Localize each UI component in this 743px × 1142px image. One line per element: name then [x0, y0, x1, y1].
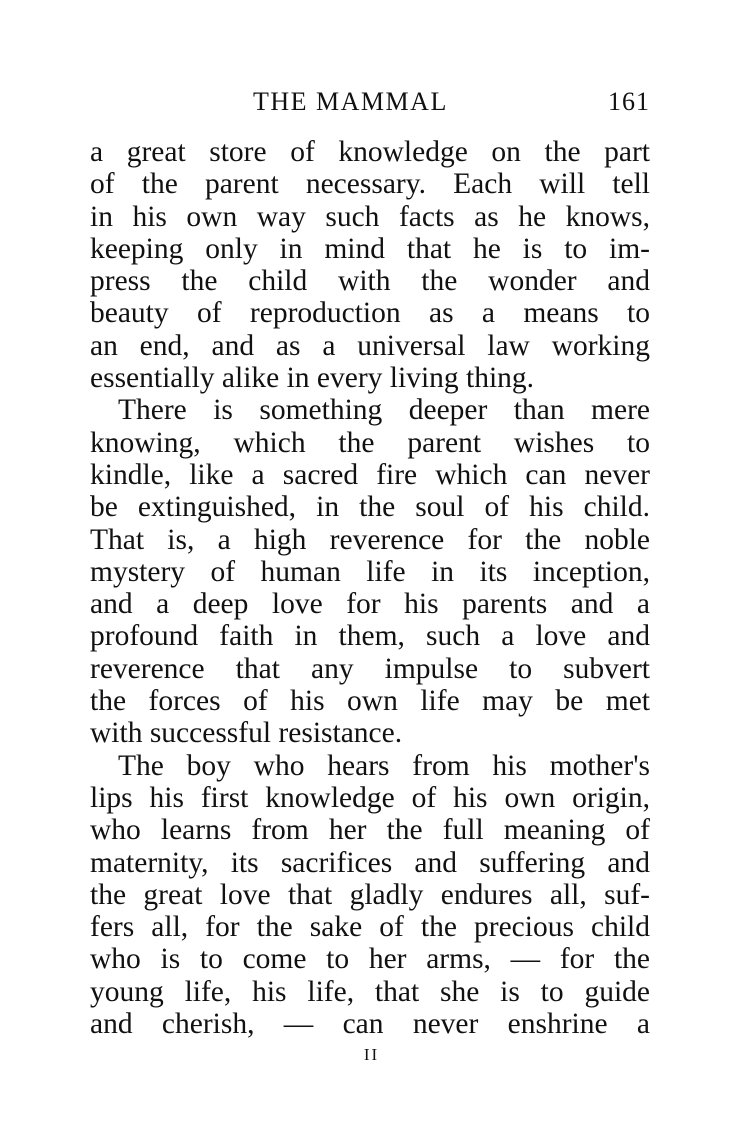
text-line: beauty of reproduction as a means to: [90, 297, 650, 330]
text-line: fers all, for the sake of the precious child: [90, 911, 650, 944]
text-line: the great love that gladly endures all, suf-: [90, 878, 650, 911]
text-line: be extinguished, in the soul of his child.: [90, 491, 650, 524]
text-line: essentially alike in every living thing.: [90, 362, 535, 395]
page-number: 161: [608, 87, 650, 116]
running-title: THE MAMMAL: [253, 87, 448, 116]
text-line: profound faith in them, such a love and: [90, 620, 650, 653]
paragraph: [90, 136, 650, 394]
text-line: That is, a high reverence for the noble: [90, 523, 650, 556]
text-line: and a deep love for his parents and a: [90, 588, 650, 621]
running-head: [90, 86, 650, 118]
text-line: press the child with the wonder and: [90, 265, 650, 298]
text-line: in his own way such facts as he knows,: [90, 200, 650, 233]
text-line: keeping only in mind that he is to im-: [90, 232, 650, 265]
text-line: of the parent necessary. Each will tell: [90, 168, 650, 201]
text-line: who is to come to her arms, — for the: [90, 943, 650, 976]
text-line: and cherish, — can never enshrine a: [90, 1008, 650, 1041]
text-line: the forces of his own life may be met: [90, 685, 650, 718]
text-line: an end, and as a universal law working: [90, 329, 650, 362]
text-line: reverence that any impulse to subvert: [90, 652, 650, 685]
text-line: with successful resistance.: [90, 717, 403, 750]
text-line: knowing, which the parent wishes to: [90, 426, 650, 459]
signature-mark: II: [363, 1045, 380, 1064]
paragraph: [90, 750, 650, 1041]
text-line: kindle, like a sacred fire which can never: [90, 458, 650, 491]
body-text: [90, 136, 650, 1040]
text-line: young life, his life, that she is to guide: [90, 975, 650, 1008]
text-line: maternity, its sacrifices and suffering and: [90, 846, 650, 879]
text-line: a great store of knowledge on the part: [90, 136, 650, 168]
text-line: There is something deeper than mere: [118, 394, 650, 427]
text-line: The boy who hears from his mother's: [118, 749, 650, 782]
text-line: lips his first knowledge of his own origin,: [90, 781, 650, 814]
text-line: mystery of human life in its inception,: [90, 555, 650, 588]
text-line: who learns from her the full meaning of: [90, 814, 650, 847]
paragraph: [90, 394, 650, 749]
